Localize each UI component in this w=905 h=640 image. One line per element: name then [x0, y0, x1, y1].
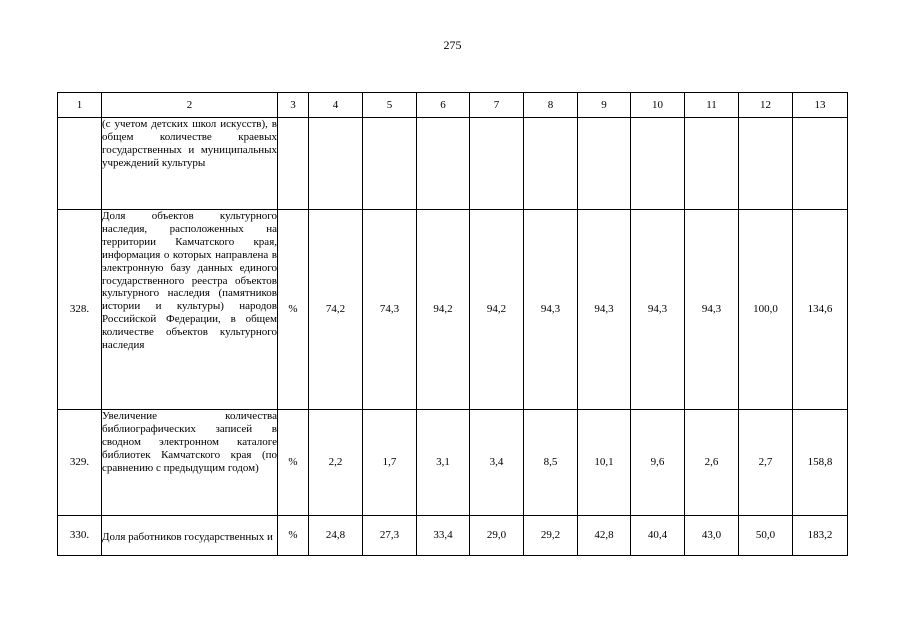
- value-cell: 94,3: [578, 210, 631, 410]
- value-cell: 100,0: [739, 210, 793, 410]
- value-cell: 183,2: [793, 516, 848, 556]
- row-number-cell: 329.: [58, 410, 102, 516]
- value-cell: 134,6: [793, 210, 848, 410]
- value-cell: [524, 118, 578, 210]
- row-unit-cell: [278, 118, 309, 210]
- value-cell: 94,3: [524, 210, 578, 410]
- value-cell: 33,4: [417, 516, 470, 556]
- header-cell: 7: [470, 93, 524, 118]
- value-cell: 42,8: [578, 516, 631, 556]
- value-cell: 10,1: [578, 410, 631, 516]
- header-cell: 6: [417, 93, 470, 118]
- table-row: [58, 410, 848, 516]
- value-cell: 27,3: [363, 516, 417, 556]
- row-unit-cell: %: [278, 410, 309, 516]
- header-cell: 4: [309, 93, 363, 118]
- value-cell: 74,2: [309, 210, 363, 410]
- header-cell: 11: [685, 93, 739, 118]
- value-cell: 3,4: [470, 410, 524, 516]
- row-description-cell: Увеличение количества библиографических записей в сводном электронном каталоге библиотек Камчатского края (по сравнению с предыдущим годом): [102, 410, 278, 516]
- value-cell: [417, 118, 470, 210]
- row-unit-cell: %: [278, 516, 309, 556]
- value-cell: 2,2: [309, 410, 363, 516]
- value-cell: 94,3: [631, 210, 685, 410]
- page-number: 275: [443, 38, 462, 52]
- value-cell: 94,2: [470, 210, 524, 410]
- value-cell: 29,0: [470, 516, 524, 556]
- value-cell: 24,8: [309, 516, 363, 556]
- value-cell: 94,2: [417, 210, 470, 410]
- value-cell: 40,4: [631, 516, 685, 556]
- header-cell: 1: [58, 93, 102, 118]
- header-cell: 2: [102, 93, 278, 118]
- value-cell: 1,7: [363, 410, 417, 516]
- row-description-cell: Доля работников государственных и: [102, 516, 278, 556]
- value-cell: 9,6: [631, 410, 685, 516]
- row-number-cell: [58, 118, 102, 210]
- row-unit-cell: %: [278, 210, 309, 410]
- header-cell: 10: [631, 93, 685, 118]
- value-cell: 74,3: [363, 210, 417, 410]
- value-cell: [309, 118, 363, 210]
- value-cell: 94,3: [685, 210, 739, 410]
- value-cell: [470, 118, 524, 210]
- header-cell: 8: [524, 93, 578, 118]
- value-cell: 2,7: [739, 410, 793, 516]
- header-cell: 5: [363, 93, 417, 118]
- row-number-cell: 330.: [58, 516, 102, 556]
- value-cell: 29,2: [524, 516, 578, 556]
- value-cell: 8,5: [524, 410, 578, 516]
- value-cell: [363, 118, 417, 210]
- header-cell: 9: [578, 93, 631, 118]
- indicator-table: [57, 92, 848, 556]
- value-cell: [578, 118, 631, 210]
- value-cell: 2,6: [685, 410, 739, 516]
- header-cell: 13: [793, 93, 848, 118]
- value-cell: [631, 118, 685, 210]
- row-description-cell: (с учетом детских школ искусств), в общем количестве краевых государственных и муниципальных учреждений культуры: [102, 118, 278, 210]
- value-cell: [685, 118, 739, 210]
- table-row: [58, 118, 848, 210]
- value-cell: 50,0: [739, 516, 793, 556]
- row-number-cell: 328.: [58, 210, 102, 410]
- value-cell: [739, 118, 793, 210]
- value-cell: [793, 118, 848, 210]
- header-cell: 3: [278, 93, 309, 118]
- header-cell: 12: [739, 93, 793, 118]
- table-header-row: [58, 93, 848, 118]
- value-cell: 43,0: [685, 516, 739, 556]
- table-row: [58, 516, 848, 556]
- table-row: [58, 210, 848, 410]
- row-description-cell: Доля объектов культурного наследия, расположенных на территории Камчатского края, информация о которых направлена в электронную базу данных единого государственного реестра объектов культурного наследия (памятников истории и культуры) народов Российской Федерации, в общем количестве объектов культурного наследия: [102, 210, 278, 410]
- value-cell: 3,1: [417, 410, 470, 516]
- value-cell: 158,8: [793, 410, 848, 516]
